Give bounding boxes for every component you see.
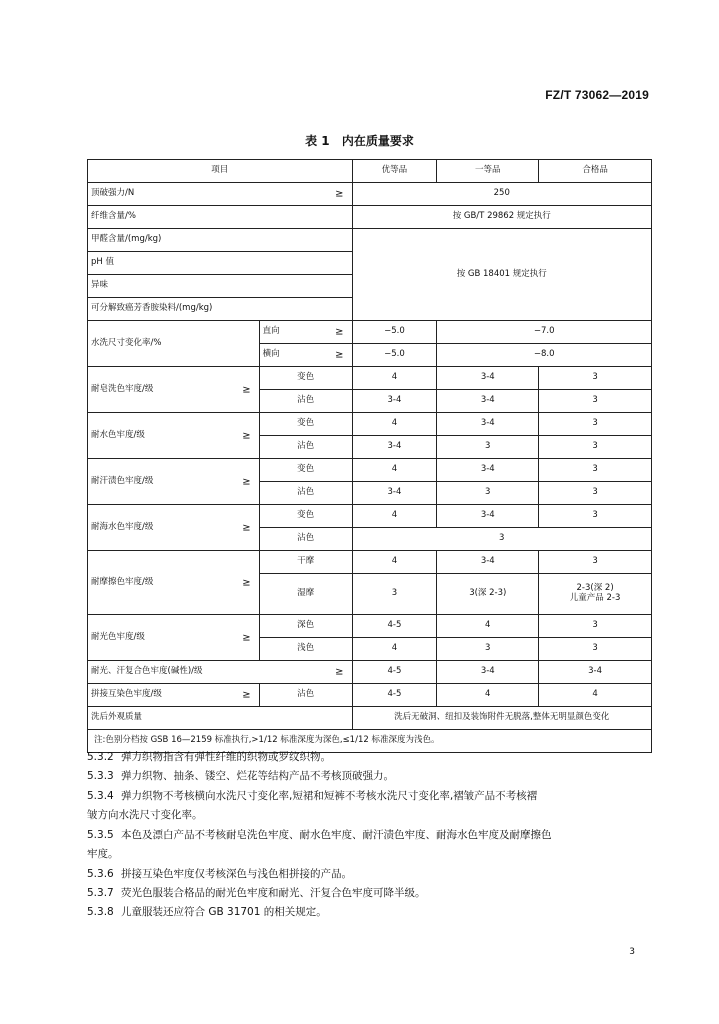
soap-fade-superior: 4 xyxy=(352,367,437,390)
table-row xyxy=(88,321,652,344)
table-caption: 内在质量要求 xyxy=(341,134,414,148)
table-row xyxy=(88,206,652,229)
row-label-splice: 拼接互染色牢度/级 ≥ xyxy=(88,684,260,707)
row-label-shrinkage: 水洗尺寸变化率/% xyxy=(88,321,260,367)
row-label-rubbing: 耐摩擦色牢度/级 ≥ xyxy=(88,551,260,615)
shrink-lon-label: 直向 ≥ xyxy=(259,321,352,344)
sea-stain-label: 沾色 xyxy=(259,528,352,551)
row-label-azo: 可分解致癌芳香胺染料/(mg/kg) xyxy=(88,298,353,321)
burst-value: 250 xyxy=(352,183,652,206)
soap-fade-qualified: 3 xyxy=(539,367,652,390)
header-item: 项目 xyxy=(88,160,353,183)
clause-5-3-7: 5.3.7 荧光色服装合格品的耐光色牢度和耐光、汗复合色牢度可降半级。 xyxy=(87,886,426,899)
shrink-lat-label: 横向 ≥ xyxy=(259,344,352,367)
table-row xyxy=(88,661,652,684)
appearance-value: 洗后无破洞、纽扣及装饰附件无脱落,整体无明显颜色变化 xyxy=(352,707,652,730)
row-label-seawater: 耐海水色牢度/级 ≥ xyxy=(88,505,260,551)
page-number: 3 xyxy=(629,947,635,957)
light-deep-first: 4 xyxy=(437,615,539,638)
light-deep-qualified: 3 xyxy=(539,615,652,638)
header-first-grade: 一等品 xyxy=(437,160,539,183)
clause-list xyxy=(87,748,657,923)
row-label-light: 耐光色牢度/级 ≥ xyxy=(88,615,260,661)
row-label-burst: 顶破强力/N ≥ xyxy=(88,183,353,206)
rub-dry-qualified: 3 xyxy=(539,551,652,574)
row-label-ph: pH 值 xyxy=(88,252,353,275)
rub-dry-label: 干摩 xyxy=(259,551,352,574)
rub-wet-qualified-line1: 2-3(深 2) xyxy=(576,583,614,594)
header-qualified: 合格品 xyxy=(539,160,652,183)
rub-dry-superior: 4 xyxy=(352,551,437,574)
table-row xyxy=(88,183,652,206)
table-row xyxy=(88,367,652,390)
clause-5-3-3: 5.3.3 弹力织物、抽条、镂空、烂花等结构产品不考核顶破强力。 xyxy=(87,770,394,783)
sea-fade-qualified: 3 xyxy=(539,505,652,528)
shrink-lon-rest: −7.0 xyxy=(437,321,652,344)
clause-5-3-5-continued: 牢度。 xyxy=(87,848,119,861)
splice-superior: 4-5 xyxy=(352,684,437,707)
sweat-fade-label: 变色 xyxy=(259,459,352,482)
gb18401-value: 按 GB 18401 规定执行 xyxy=(352,229,652,321)
light-light-superior: 4 xyxy=(352,638,437,661)
water-fade-superior: 4 xyxy=(352,413,437,436)
clause-5-3-6: 5.3.6 拼接互染色牢度仅考核深色与浅色相拼接的产品。 xyxy=(87,867,352,880)
row-label-fiber: 纤维含量/% xyxy=(88,206,353,229)
clause-5-3-2: 5.3.2 弹力织物指含有弹性纤维的织物或罗纹织物。 xyxy=(87,751,331,763)
splice-qualified: 4 xyxy=(539,684,652,707)
row-label-odor: 异味 xyxy=(88,275,353,298)
row-label-appearance: 洗后外观质量 xyxy=(88,707,353,730)
light-light-qualified: 3 xyxy=(539,638,652,661)
light-light-label: 浅色 xyxy=(259,638,352,661)
table-row xyxy=(88,505,652,528)
row-label-combo: 耐光、汗复合色牢度(碱性)/级 ≥ xyxy=(88,661,353,684)
soap-stain-qualified: 3 xyxy=(539,390,652,413)
table-row xyxy=(88,615,652,638)
sweat-stain-label: 沾色 xyxy=(259,482,352,505)
row-label-soap: 耐皂洗色牢度/级 ≥ xyxy=(88,367,260,413)
table-note: 注:色别分档按 GSB 16—2159 标准执行,>1/12 标准深度为深色,≤1/12 标准深度为浅色。 xyxy=(88,730,652,753)
soap-stain-superior: 3-4 xyxy=(352,390,437,413)
table-row xyxy=(88,413,652,436)
light-light-first: 3 xyxy=(437,638,539,661)
quality-requirements-table xyxy=(87,159,652,753)
row-label-sweat: 耐汗渍色牢度/级 ≥ xyxy=(88,459,260,505)
row-label-water: 耐水色牢度/级 ≥ xyxy=(88,413,260,459)
splice-first: 4 xyxy=(437,684,539,707)
clause-5-3-5: 5.3.5 本色及漂白产品不考核耐皂洗色牢度、耐水色牢度、耐汗渍色牢度、耐海水色牢度及耐摩擦色 xyxy=(87,828,552,841)
table-header-row xyxy=(88,160,652,183)
combo-first: 3-4 xyxy=(437,661,539,684)
combo-superior: 4-5 xyxy=(352,661,437,684)
combo-qualified: 3-4 xyxy=(539,661,652,684)
splice-stain-label: 沾色 xyxy=(259,684,352,707)
table-row xyxy=(88,551,652,574)
table-number: 表 1 xyxy=(305,134,330,148)
shrink-lat-rest: −8.0 xyxy=(437,344,652,367)
standard-number: FZ/T 73062—2019 xyxy=(545,88,649,102)
water-stain-label: 沾色 xyxy=(259,436,352,459)
light-deep-superior: 4-5 xyxy=(352,615,437,638)
fiber-value: 按 GB/T 29862 规定执行 xyxy=(352,206,652,229)
light-deep-label: 深色 xyxy=(259,615,352,638)
water-fade-first: 3-4 xyxy=(437,413,539,436)
sweat-fade-first: 3-4 xyxy=(437,459,539,482)
rub-wet-superior: 3 xyxy=(352,574,437,615)
rub-wet-first: 3(深 2-3) xyxy=(437,574,539,615)
soap-stain-first: 3-4 xyxy=(437,390,539,413)
water-stain-first: 3 xyxy=(437,436,539,459)
clause-5-3-8: 5.3.8 儿童服装还应符合 GB 31701 的相关规定。 xyxy=(87,906,327,919)
sea-stain-all: 3 xyxy=(352,528,652,551)
table-row xyxy=(88,229,652,252)
water-stain-superior: 3-4 xyxy=(352,436,437,459)
table-row xyxy=(88,707,652,730)
sweat-stain-superior: 3-4 xyxy=(352,482,437,505)
shrink-lat-superior: −5.0 xyxy=(352,344,437,367)
water-fade-label: 变色 xyxy=(259,413,352,436)
rub-wet-label: 湿摩 xyxy=(259,574,352,615)
table-row xyxy=(88,459,652,482)
shrink-lon-superior: −5.0 xyxy=(352,321,437,344)
table-row xyxy=(88,684,652,707)
soap-fade-first: 3-4 xyxy=(437,367,539,390)
sweat-stain-first: 3 xyxy=(437,482,539,505)
soap-fade-label: 变色 xyxy=(259,367,352,390)
sea-fade-first: 3-4 xyxy=(437,505,539,528)
soap-stain-label: 沾色 xyxy=(259,390,352,413)
rub-wet-qualified xyxy=(539,574,652,615)
clause-5-3-4: 5.3.4 弹力织物不考核横向水洗尺寸变化率,短裙和短裤不考核水洗尺寸变化率,褶皱产品不考核褶 xyxy=(87,789,538,802)
table-title xyxy=(0,132,719,149)
header-superior: 优等品 xyxy=(352,160,437,183)
clause-5-3-4-continued: 皱方向水洗尺寸变化率。 xyxy=(87,809,203,822)
sweat-stain-qualified: 3 xyxy=(539,482,652,505)
sweat-fade-superior: 4 xyxy=(352,459,437,482)
rub-wet-qualified-line2: 儿童产品 2-3 xyxy=(569,593,621,603)
water-stain-qualified: 3 xyxy=(539,436,652,459)
sea-fade-label: 变色 xyxy=(259,505,352,528)
water-fade-qualified: 3 xyxy=(539,413,652,436)
sweat-fade-qualified: 3 xyxy=(539,459,652,482)
rub-dry-first: 3-4 xyxy=(437,551,539,574)
row-label-formaldehyde: 甲醛含量/(mg/kg) xyxy=(88,229,353,252)
sea-fade-superior: 4 xyxy=(352,505,437,528)
